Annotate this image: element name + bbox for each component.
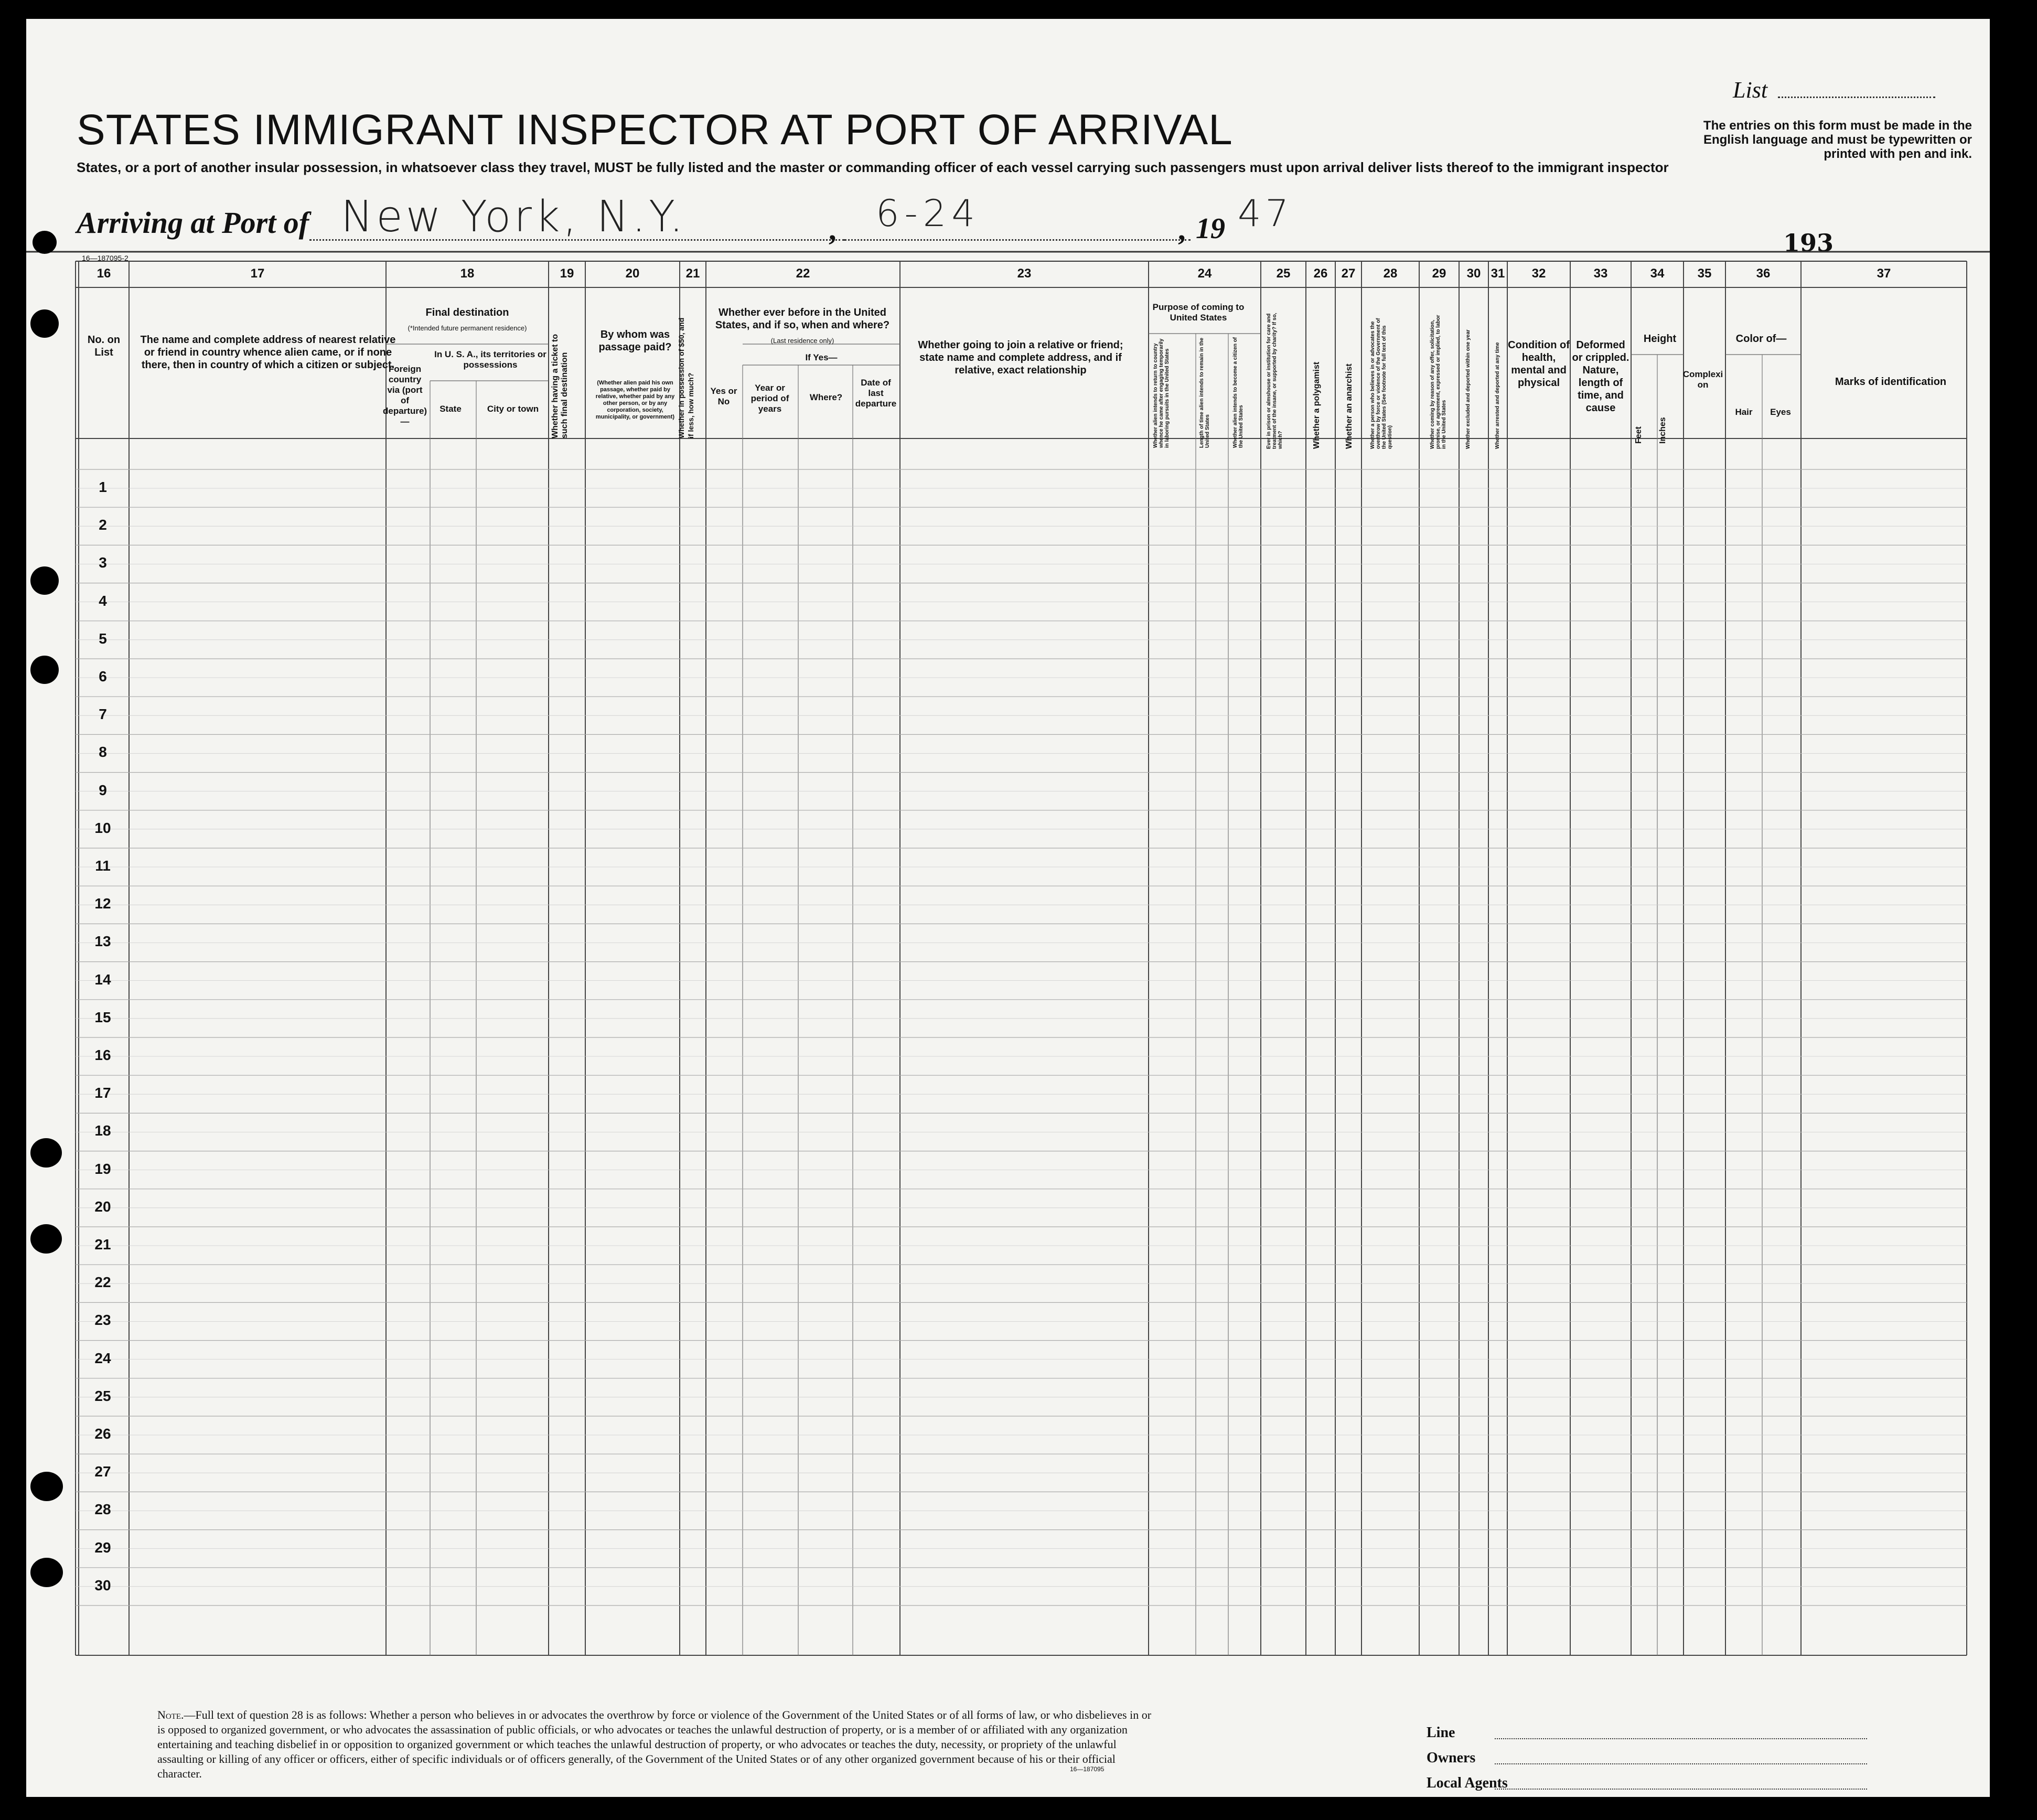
col18-title: Final destination [425,307,509,318]
page-title: STATES IMMIGRANT INSPECTOR AT PORT OF ARRIVAL [77,106,1233,154]
row-number: 20 [94,1198,111,1215]
row-number: 26 [94,1426,111,1442]
column-number: 35 [1697,266,1712,281]
row-number: 24 [94,1350,111,1366]
list-label: List [1733,77,1768,103]
arriving-port-label: Arriving at Port of [77,206,309,240]
punch-hole [30,656,59,684]
col22-where: Where? [809,392,843,402]
row-number: 1 [99,479,107,495]
year-handwritten: 47 [1238,192,1293,235]
column-number: 19 [560,266,574,281]
punch-hole [30,566,59,595]
column-number: 34 [1650,266,1665,281]
col34-title: Height [1643,333,1677,345]
row-number: 3 [99,554,107,571]
row-number: 30 [94,1577,111,1593]
row-number: 23 [94,1312,111,1329]
manifest-grid [26,19,1990,1797]
col24-a: Whether alien intends to return to country whence he came after engaging temporarily in laboring pursuits in the United States [1153,338,1170,448]
manifest-sheet [26,19,1990,1797]
row-number: 27 [94,1463,111,1480]
column-number: 20 [625,266,640,281]
row-number: 22 [94,1274,111,1291]
row-number: 5 [99,630,107,647]
date-handwritten: 6-24 [876,192,980,235]
column-number: 21 [685,266,700,281]
col18-sub: (*Intended future permanent residence) [408,324,527,332]
col36-eyes: Eyes [1770,407,1791,417]
punch-hole [30,309,59,338]
row-number: 17 [94,1085,111,1101]
column-number: 24 [1197,266,1212,281]
col18-foreign: Foreign country via (port of departure)— [383,364,427,426]
form-code-footer: 16—187095 [1070,1765,1105,1773]
page-number: 193 [1783,229,1834,257]
comma-1: , [829,212,837,247]
col24-title: Purpose of coming to United States [1152,302,1245,323]
row-number: 29 [94,1539,111,1556]
row-number: 21 [94,1236,111,1252]
punch-hole [30,1224,62,1254]
row-number: 10 [94,819,111,836]
col29-header: Whether coming by reason of any offer, solicitation, promise, or agreement, expressed or implied, to labor in the United States [1430,315,1447,449]
column-number: 22 [796,266,810,281]
col22-ifyes: If Yes— [805,352,838,362]
row-number: 6 [99,668,107,684]
form-code: 16—187095-2 [82,254,128,262]
row-number: 15 [94,1009,111,1025]
column-number: 28 [1383,266,1398,281]
row-number: 16 [94,1047,111,1063]
column-number: 26 [1313,266,1328,281]
col19-header: Whether having a ticket to such final destination [551,334,569,438]
column-number: 23 [1017,266,1032,281]
col35-header: Complexion [1682,369,1723,390]
col27-header: Whether an anarchist [1345,363,1354,449]
punch-hole [33,231,57,254]
row-number: 11 [95,858,111,874]
col20-title: By whom was passage paid? [598,329,672,353]
column-number: 18 [460,266,475,281]
line-field[interactable] [1495,1738,1867,1739]
punch-hole [30,1138,62,1168]
column-number: 31 [1491,266,1505,281]
row-number: 12 [94,895,111,912]
row-number: 7 [99,706,107,723]
owners-field[interactable] [1495,1763,1867,1764]
row-number: 14 [94,971,111,988]
row-number: 25 [94,1387,111,1404]
col22-date: Date of last departure [855,378,897,409]
col24-c: Whether alien intends to become a citizen of the United States [1232,337,1244,448]
column-number: 36 [1756,266,1771,281]
col25-header: Ever in prison or almshouse or institution for care and treatment of the insane, or supported by charity? If so, which? [1266,313,1283,449]
comma-2: , [1178,212,1186,247]
year-prefix: 19 [1196,212,1225,245]
footnote [157,1708,1154,1781]
col22-year: Year or period of years [751,383,789,414]
col24-b: Length of time alien intends to remain in the United States [1199,337,1210,448]
col28-header: Whether a person who believes in or advocates the overthrow by force or violence of the Government of the United States (See footnote for full text of this question) [1370,318,1393,449]
column-number: 17 [250,266,265,281]
row-number: 28 [94,1501,111,1518]
col16-header: No. on List [87,334,121,358]
punch-hole [30,1558,63,1587]
col32-header: Condition of health, mental and physical [1508,339,1570,389]
row-number: 13 [94,933,111,950]
owners-label: Owners [1427,1750,1476,1766]
col18-city: City or town [487,404,539,414]
col31-header: Whether arrested and deported at any time [1495,342,1500,449]
col20-sub: (Whether alien paid his own passage, whether paid by relative, whether paid by any other person, or by any corporation, society, municipality, or government) [595,380,675,420]
col30-header: Whether excluded and deported within one year [1465,329,1471,449]
form-instructions: The entries on this form must be made in the English language and must be typewritten or printed with pen and ink. [1703,119,1972,161]
column-number: 16 [97,266,111,281]
line-label: Line [1427,1725,1455,1741]
row-number: 8 [99,744,107,761]
punch-hole [30,1472,63,1501]
col18-usa: In U. S. A., its territories or possessions [434,349,546,370]
column-number: 27 [1341,266,1356,281]
col22-sub: (Last residence only) [770,337,834,345]
page-subtitle: States, or a port of another insular possession, in whatsoever class they travel, MUST be fully listed and the master or commanding officer of each vessel carrying such passengers must upon arrival deliver lists thereof to the immigrant inspector [77,159,1669,175]
column-number: 29 [1432,266,1446,281]
col37-header: Marks of identification [1835,376,1947,388]
row-number: 19 [94,1160,111,1177]
column-number: 33 [1593,266,1608,281]
agents-field[interactable] [1495,1789,1867,1790]
column-number: 25 [1276,266,1291,281]
col22-yesno: Yes or No [710,386,737,406]
col21-header: Whether in possession of $50, and if less, how much? [677,317,695,438]
col17-header: The name and complete address of nearest relative or friend in country whence alien came, or if none there, then in country of which a citizen or subject. [140,334,396,371]
col23-header: Whether going to join a relative or friend; state name and complete address, and if relative, exact relationship [918,339,1123,376]
col36-title: Color of— [1735,333,1787,345]
footnote-text: —Full text of question 28 is as follows: Whether a person who believes in or advocates the overthrow by force or violence of the Government of the United States or of all forms of law, or who disbelieves in or is opposed to organized government, or who advocates the assassination of public officials, or who advocates or teaches the unlawful destruction of property, or is a member of or affiliated with any organization entertaining and teaching disbelief in or opposition to organized government or which teaches the unlawful destruction of property, or who advocates or teaches the duty, necessity, or propriety of the unlawful assaulting or killing of any officer or officers, either of specific individuals or of officers generally, of the Government of the United States or of any other organized government because of his or their official character. [157,1708,1152,1780]
col26-header: Whether a polygamist [1312,361,1321,449]
column-number: 32 [1531,266,1546,281]
row-number: 4 [99,592,107,609]
row-number: 18 [94,1122,111,1139]
agents-label: Local Agents [1427,1775,1508,1791]
row-number: 2 [99,517,107,533]
col33-header: Deformed or crippled. Nature, length of time, and cause [1572,339,1629,414]
column-number: 30 [1466,266,1481,281]
port-handwritten: New York, N.Y. [341,192,687,242]
col22-title: Whether ever before in the United States, and if so, when and where? [715,307,890,331]
col36-hair: Hair [1735,407,1753,417]
footnote-lead: Note. [157,1708,184,1721]
row-number: 9 [99,781,107,798]
col18-state: State [439,404,462,414]
column-number: 37 [1877,266,1891,281]
col34-feet: Feet [1634,426,1643,444]
col34-inches: Inches [1658,417,1667,444]
